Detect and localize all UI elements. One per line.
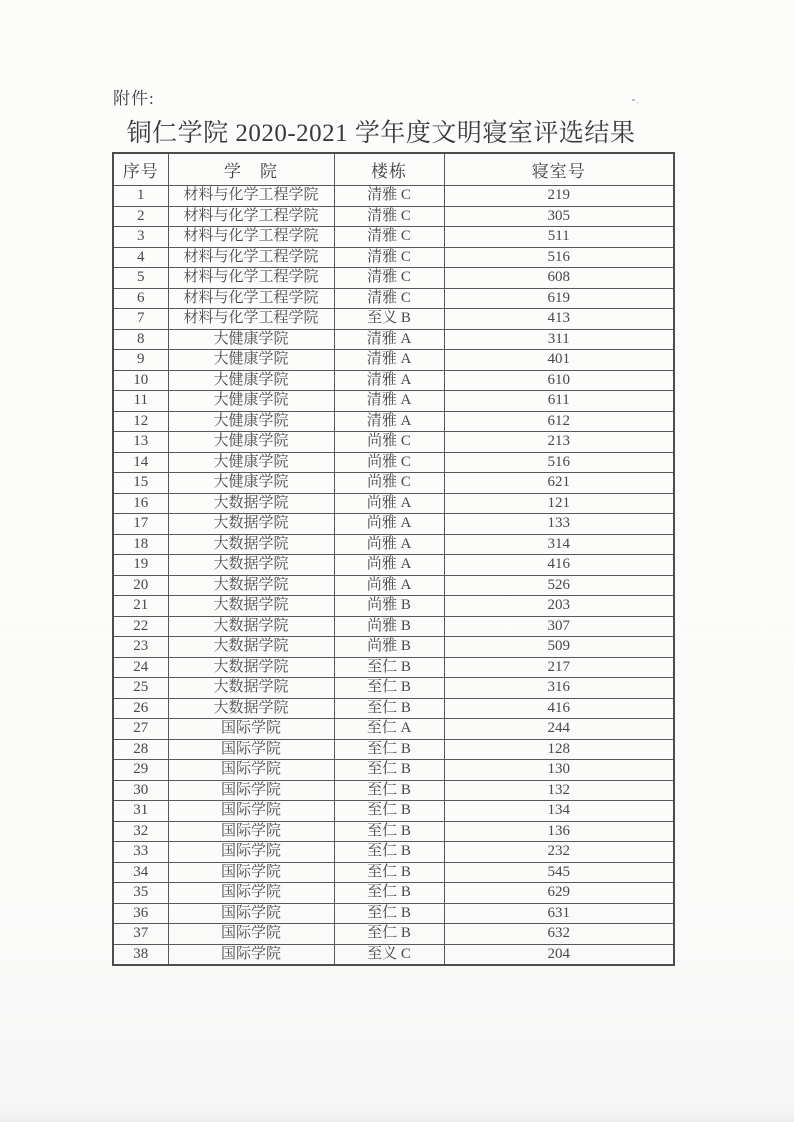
cell-college: 大数据学院 <box>168 657 334 678</box>
cell-index: 32 <box>113 821 168 842</box>
cell-room: 516 <box>444 452 674 473</box>
cell-room: 133 <box>444 514 674 535</box>
cell-building: 至仁 B <box>334 883 444 904</box>
cell-building: 至仁 B <box>334 780 444 801</box>
table-row <box>113 329 674 350</box>
page-title: 铜仁学院 2020-2021 学年度文明寝室评选结果 <box>126 120 636 147</box>
table-row <box>113 883 674 904</box>
column-header-college: 学 院 <box>168 153 334 186</box>
cell-building: 至仁 A <box>334 719 444 740</box>
cell-college: 材料与化学工程学院 <box>168 227 334 248</box>
cell-college: 材料与化学工程学院 <box>168 206 334 227</box>
cell-index: 10 <box>113 370 168 391</box>
cell-building: 至仁 B <box>334 903 444 924</box>
dorm-results-table <box>112 152 675 966</box>
column-header-room: 寝室号 <box>444 153 674 186</box>
cell-building: 至仁 B <box>334 760 444 781</box>
cell-index: 14 <box>113 452 168 473</box>
cell-college: 国际学院 <box>168 739 334 760</box>
cell-building: 尚雅 B <box>334 637 444 658</box>
cell-college: 大数据学院 <box>168 493 334 514</box>
cell-index: 36 <box>113 903 168 924</box>
cell-college: 材料与化学工程学院 <box>168 288 334 309</box>
cell-room: 526 <box>444 575 674 596</box>
table-row <box>113 616 674 637</box>
cell-college: 国际学院 <box>168 944 334 965</box>
table-row <box>113 350 674 371</box>
cell-building: 至仁 B <box>334 821 444 842</box>
cell-room: 509 <box>444 637 674 658</box>
table-row <box>113 780 674 801</box>
cell-room: 130 <box>444 760 674 781</box>
cell-college: 大数据学院 <box>168 596 334 617</box>
cell-building: 尚雅 A <box>334 555 444 576</box>
table-row <box>113 821 674 842</box>
cell-college: 大数据学院 <box>168 575 334 596</box>
cell-college: 大健康学院 <box>168 432 334 453</box>
cell-building: 至仁 B <box>334 842 444 863</box>
cell-index: 26 <box>113 698 168 719</box>
column-header-building: 楼栋 <box>334 153 444 186</box>
cell-index: 18 <box>113 534 168 555</box>
cell-building: 清雅 A <box>334 391 444 412</box>
table-row <box>113 452 674 473</box>
cell-room: 204 <box>444 944 674 965</box>
cell-college: 大健康学院 <box>168 473 334 494</box>
cell-college: 国际学院 <box>168 760 334 781</box>
cell-index: 21 <box>113 596 168 617</box>
cell-college: 大数据学院 <box>168 698 334 719</box>
cell-index: 9 <box>113 350 168 371</box>
cell-room: 232 <box>444 842 674 863</box>
cell-room: 314 <box>444 534 674 555</box>
cell-index: 35 <box>113 883 168 904</box>
cell-college: 国际学院 <box>168 883 334 904</box>
cell-college: 国际学院 <box>168 862 334 883</box>
table-row <box>113 391 674 412</box>
table-row <box>113 493 674 514</box>
cell-building: 清雅 C <box>334 227 444 248</box>
cell-room: 244 <box>444 719 674 740</box>
cell-room: 136 <box>444 821 674 842</box>
scan-speck <box>632 99 635 101</box>
cell-building: 尚雅 C <box>334 473 444 494</box>
cell-building: 尚雅 C <box>334 452 444 473</box>
cell-room: 416 <box>444 555 674 576</box>
table-row <box>113 473 674 494</box>
cell-room: 401 <box>444 350 674 371</box>
cell-room: 217 <box>444 657 674 678</box>
cell-room: 608 <box>444 268 674 289</box>
cell-college: 大数据学院 <box>168 616 334 637</box>
cell-index: 5 <box>113 268 168 289</box>
cell-index: 24 <box>113 657 168 678</box>
cell-room: 612 <box>444 411 674 432</box>
cell-college: 材料与化学工程学院 <box>168 186 334 207</box>
cell-index: 29 <box>113 760 168 781</box>
cell-index: 15 <box>113 473 168 494</box>
table-row <box>113 575 674 596</box>
cell-index: 16 <box>113 493 168 514</box>
cell-index: 4 <box>113 247 168 268</box>
cell-college: 材料与化学工程学院 <box>168 309 334 330</box>
table-row <box>113 924 674 945</box>
cell-room: 219 <box>444 186 674 207</box>
cell-building: 清雅 C <box>334 268 444 289</box>
table-row <box>113 514 674 535</box>
cell-college: 材料与化学工程学院 <box>168 268 334 289</box>
cell-building: 尚雅 A <box>334 575 444 596</box>
table-row <box>113 719 674 740</box>
cell-building: 至义 C <box>334 944 444 965</box>
cell-index: 19 <box>113 555 168 576</box>
column-header-index: 序号 <box>113 153 168 186</box>
cell-building: 至仁 B <box>334 739 444 760</box>
cell-index: 1 <box>113 186 168 207</box>
cell-college: 国际学院 <box>168 719 334 740</box>
cell-building: 尚雅 A <box>334 493 444 514</box>
cell-room: 128 <box>444 739 674 760</box>
cell-index: 13 <box>113 432 168 453</box>
cell-index: 20 <box>113 575 168 596</box>
table-row <box>113 268 674 289</box>
table-row <box>113 555 674 576</box>
cell-building: 清雅 C <box>334 288 444 309</box>
table-row <box>113 534 674 555</box>
cell-room: 305 <box>444 206 674 227</box>
cell-college: 材料与化学工程学院 <box>168 247 334 268</box>
cell-college: 国际学院 <box>168 780 334 801</box>
cell-college: 大健康学院 <box>168 411 334 432</box>
table-row <box>113 309 674 330</box>
table-body <box>113 186 674 966</box>
cell-building: 尚雅 A <box>334 534 444 555</box>
table-header-row <box>113 153 674 186</box>
cell-room: 121 <box>444 493 674 514</box>
table-row <box>113 247 674 268</box>
cell-room: 610 <box>444 370 674 391</box>
table-row <box>113 370 674 391</box>
cell-index: 37 <box>113 924 168 945</box>
table-row <box>113 842 674 863</box>
cell-room: 621 <box>444 473 674 494</box>
cell-index: 2 <box>113 206 168 227</box>
cell-index: 28 <box>113 739 168 760</box>
cell-building: 至仁 B <box>334 698 444 719</box>
cell-room: 629 <box>444 883 674 904</box>
cell-index: 11 <box>113 391 168 412</box>
cell-room: 611 <box>444 391 674 412</box>
cell-building: 清雅 A <box>334 329 444 350</box>
cell-index: 12 <box>113 411 168 432</box>
cell-index: 7 <box>113 309 168 330</box>
table-row <box>113 411 674 432</box>
cell-room: 311 <box>444 329 674 350</box>
cell-index: 31 <box>113 801 168 822</box>
table-row <box>113 801 674 822</box>
cell-building: 清雅 A <box>334 350 444 371</box>
cell-college: 大健康学院 <box>168 370 334 391</box>
cell-college: 大数据学院 <box>168 534 334 555</box>
cell-building: 清雅 A <box>334 370 444 391</box>
table-row <box>113 739 674 760</box>
table-row <box>113 698 674 719</box>
cell-room: 213 <box>444 432 674 453</box>
cell-college: 国际学院 <box>168 924 334 945</box>
cell-index: 30 <box>113 780 168 801</box>
cell-building: 尚雅 B <box>334 596 444 617</box>
cell-room: 516 <box>444 247 674 268</box>
table-row <box>113 186 674 207</box>
cell-college: 大健康学院 <box>168 350 334 371</box>
cell-building: 尚雅 C <box>334 432 444 453</box>
cell-building: 至仁 B <box>334 657 444 678</box>
cell-room: 416 <box>444 698 674 719</box>
cell-index: 25 <box>113 678 168 699</box>
table-row <box>113 657 674 678</box>
cell-index: 6 <box>113 288 168 309</box>
cell-index: 3 <box>113 227 168 248</box>
cell-building: 至仁 B <box>334 678 444 699</box>
cell-college: 国际学院 <box>168 821 334 842</box>
cell-college: 大健康学院 <box>168 452 334 473</box>
cell-room: 631 <box>444 903 674 924</box>
cell-building: 清雅 C <box>334 206 444 227</box>
cell-room: 511 <box>444 227 674 248</box>
cell-room: 545 <box>444 862 674 883</box>
table-row <box>113 432 674 453</box>
table-row <box>113 678 674 699</box>
cell-college: 大数据学院 <box>168 555 334 576</box>
cell-building: 尚雅 A <box>334 514 444 535</box>
table-row <box>113 596 674 617</box>
cell-index: 33 <box>113 842 168 863</box>
cell-index: 8 <box>113 329 168 350</box>
table-row <box>113 862 674 883</box>
cell-building: 清雅 A <box>334 411 444 432</box>
cell-building: 至义 B <box>334 309 444 330</box>
cell-room: 134 <box>444 801 674 822</box>
attachment-label: 附件: <box>113 89 155 108</box>
cell-room: 203 <box>444 596 674 617</box>
table-row <box>113 227 674 248</box>
cell-index: 22 <box>113 616 168 637</box>
cell-college: 大健康学院 <box>168 329 334 350</box>
table-row <box>113 206 674 227</box>
cell-college: 国际学院 <box>168 842 334 863</box>
cell-index: 27 <box>113 719 168 740</box>
cell-college: 国际学院 <box>168 801 334 822</box>
cell-building: 清雅 C <box>334 186 444 207</box>
cell-building: 至仁 B <box>334 862 444 883</box>
table-row <box>113 637 674 658</box>
cell-building: 尚雅 B <box>334 616 444 637</box>
table-row <box>113 944 674 965</box>
cell-room: 316 <box>444 678 674 699</box>
cell-index: 17 <box>113 514 168 535</box>
cell-index: 23 <box>113 637 168 658</box>
cell-building: 至仁 B <box>334 924 444 945</box>
cell-college: 国际学院 <box>168 903 334 924</box>
cell-college: 大健康学院 <box>168 391 334 412</box>
cell-room: 632 <box>444 924 674 945</box>
cell-room: 619 <box>444 288 674 309</box>
cell-building: 清雅 C <box>334 247 444 268</box>
table-row <box>113 760 674 781</box>
cell-college: 大数据学院 <box>168 637 334 658</box>
table-row <box>113 288 674 309</box>
table-row <box>113 903 674 924</box>
cell-college: 大数据学院 <box>168 514 334 535</box>
cell-room: 132 <box>444 780 674 801</box>
cell-index: 38 <box>113 944 168 965</box>
cell-college: 大数据学院 <box>168 678 334 699</box>
cell-room: 413 <box>444 309 674 330</box>
cell-building: 至仁 B <box>334 801 444 822</box>
cell-index: 34 <box>113 862 168 883</box>
cell-room: 307 <box>444 616 674 637</box>
